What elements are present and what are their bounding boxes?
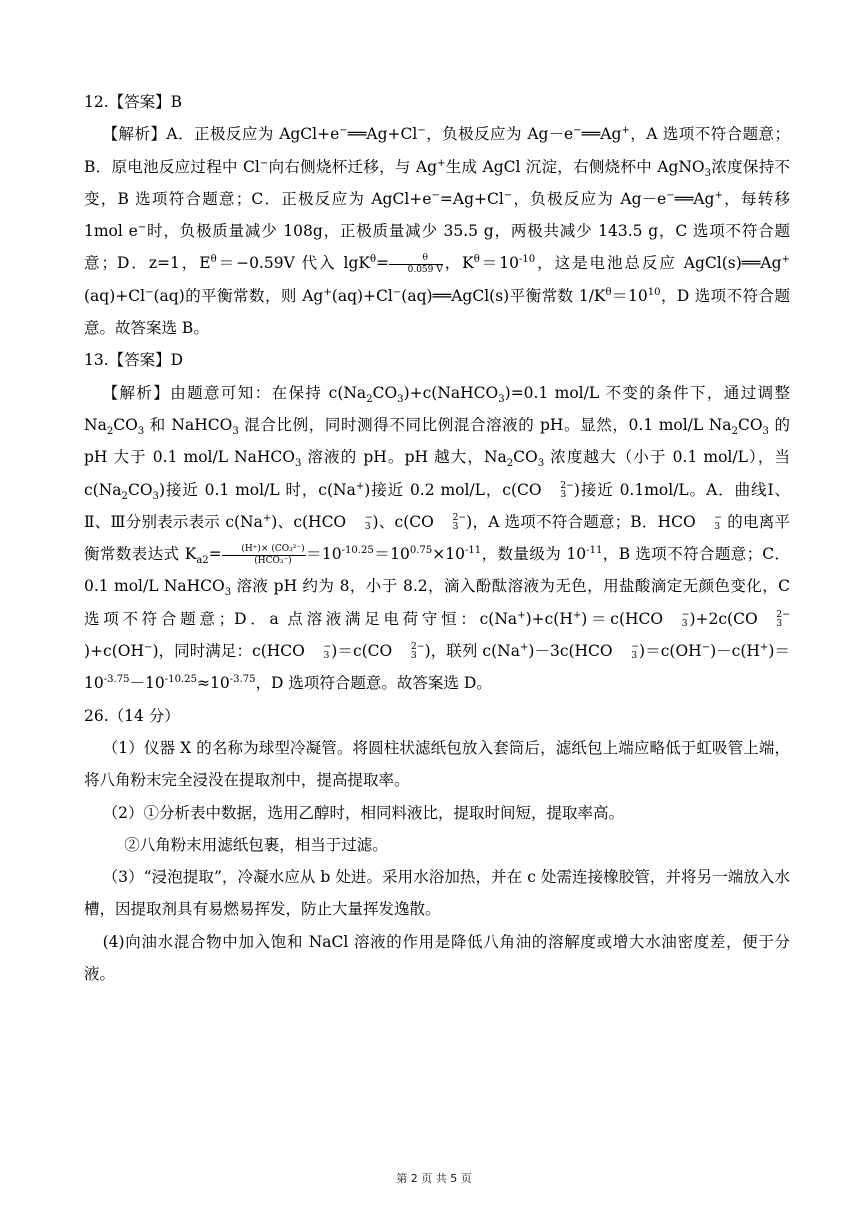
page-footer: 第 2 页 共 5 页 bbox=[396, 1172, 472, 1185]
lgk-fraction: $\frac{\theta}{0.059 V}$ bbox=[389, 253, 443, 276]
q13-analysis: 【解析】由题意可知：在保持 $c(Na_2CO_3)+c(NaHCO_3)=0.1$ mol/L 不变的条件下，通过调整 $Na_2CO_3$ 和 NaHCO$_3$ 混合比例，同时测得不同比例混合溶液的 pH。显然，0.1 mol/L $Na_2CO_3$ 的 pH 大于 0.1 mol/L NaHCO$_3$ 溶液的 pH。pH 越大，$Na_2CO_3$ 浓度越大（小于 0.1 mol/L），当 $c(Na_2CO_3)$接近 0.1 mol/L 时，c(Na+)接近 0.2 mol/L，c(CO 2− 3 )接近 0.1mol/L。A．曲线Ⅰ、Ⅱ、Ⅲ分别表示表示 c(Na+)、c(HCO − 3 )、c(CO 2− 3 )，A 选项不符合题意；B．HCO − 3 的电离平衡常数表达式 $K_{a2}=$ $\frac{\text{(H⁺)× (CO₃²⁻)}}{\text{(HCO₃⁻)}}$ $=10^{-10.25}=10^{0.75}\times 10^{-11}$，数量级为 $10^{-11}$，B 选项不符合题意；C．0.1 mol/L NaHCO$_3$ 溶液 pH 约为 8，小于 8.2，滴入酚酞溶液为无色，用盐酸滴定无颜色变化，C 选项不符合题意；D．a 点溶液满足电荷守恒：c(Na+)+c(H+)＝c(HCO − 3 )+2c(CO 2− 3 )+c(OH−)，同时满足：c(HCO − 3 )＝c(CO 2− 3 )，联列 c(Na+)－3c(HCO − 3 )$=c(OH^-)-c(H^+)=10^{-3.75}-10^{-10.25}\approx 10^{-3.75}$，D 选项符合题意。故答案选 D。 bbox=[84, 383, 791, 693]
q12-analysis: 【解析】A．正极反应为 AgCl+e−══Ag+Cl−，负极反应为 Ag－e−══Ag+，A 选项不符合题意；B．原电池反应过程中 Cl−向右侧烧杯迁移，与 Ag+生成 AgCl 沉淀，右侧烧杯中 AgNO$_3$浓度保持不变，B 选项符合题意；C．正极反应为 AgCl+e−=Ag+Cl−，负极反应为 Ag－e−══Ag+，每转移 1mol e−时，负极质量减少 108g，正极质量减少 35.5 g，两极共减少 143.5 g，C 选项不符合题意；D．z=1，$E^\theta=-0.59V$ 代入 lgK$^\theta$= $\frac{\theta}{0.059 V}$ ，$K^\theta=10^{-10}$，这是电池总反应 AgCl(s)══Ag+(aq)+Cl−(aq)的平衡常数，则 Ag+(aq)+Cl−(aq)══AgCl(s)平衡常数 $1/K^\theta=10^{10}$，D 选项不符合题意。故答案选 B。 bbox=[84, 125, 791, 338]
ka2-fraction: $\frac{\text{(H⁺)× (CO₃²⁻)}}{\text{(HCO₃⁻)}}$ bbox=[222, 544, 306, 567]
q12-heading: 12.【答案】B bbox=[84, 93, 183, 111]
q26-part2-sub: ②八角粉末用滤纸包裹，相当于过滤。 bbox=[124, 835, 388, 854]
q26-part4: (4)向油水混合物中加入饱和 NaCl 溶液的作用是降低八角油的溶解度或增大水油密度差，便于分液。 bbox=[84, 932, 790, 984]
q26-part2: （2）①分析表中数据，选用乙醇时，相同料液比，提取时间短，提取率高。 bbox=[102, 803, 624, 822]
answer-content bbox=[84, 86, 790, 990]
q26-part1: （1）仪器 X 的名称为球型冷凝管。将圆柱状滤纸包放入套筒后，滤纸包上端应略低于虹吸管上端，将八角粉末完全浸没在提取剂中，提高提取率。 bbox=[84, 738, 790, 790]
q13-heading: 13.【答案】D bbox=[84, 351, 184, 370]
q26-part3: （3）“浸泡提取”，冷凝水应从 b 处进。采用水浴加热，并在 c 处需连接橡胶管，并将另一端放入水槽，因提取剂具有易燃易挥发，防止大量挥发逸散。 bbox=[84, 868, 790, 919]
q26-heading: 26.（14 分） bbox=[84, 706, 180, 725]
